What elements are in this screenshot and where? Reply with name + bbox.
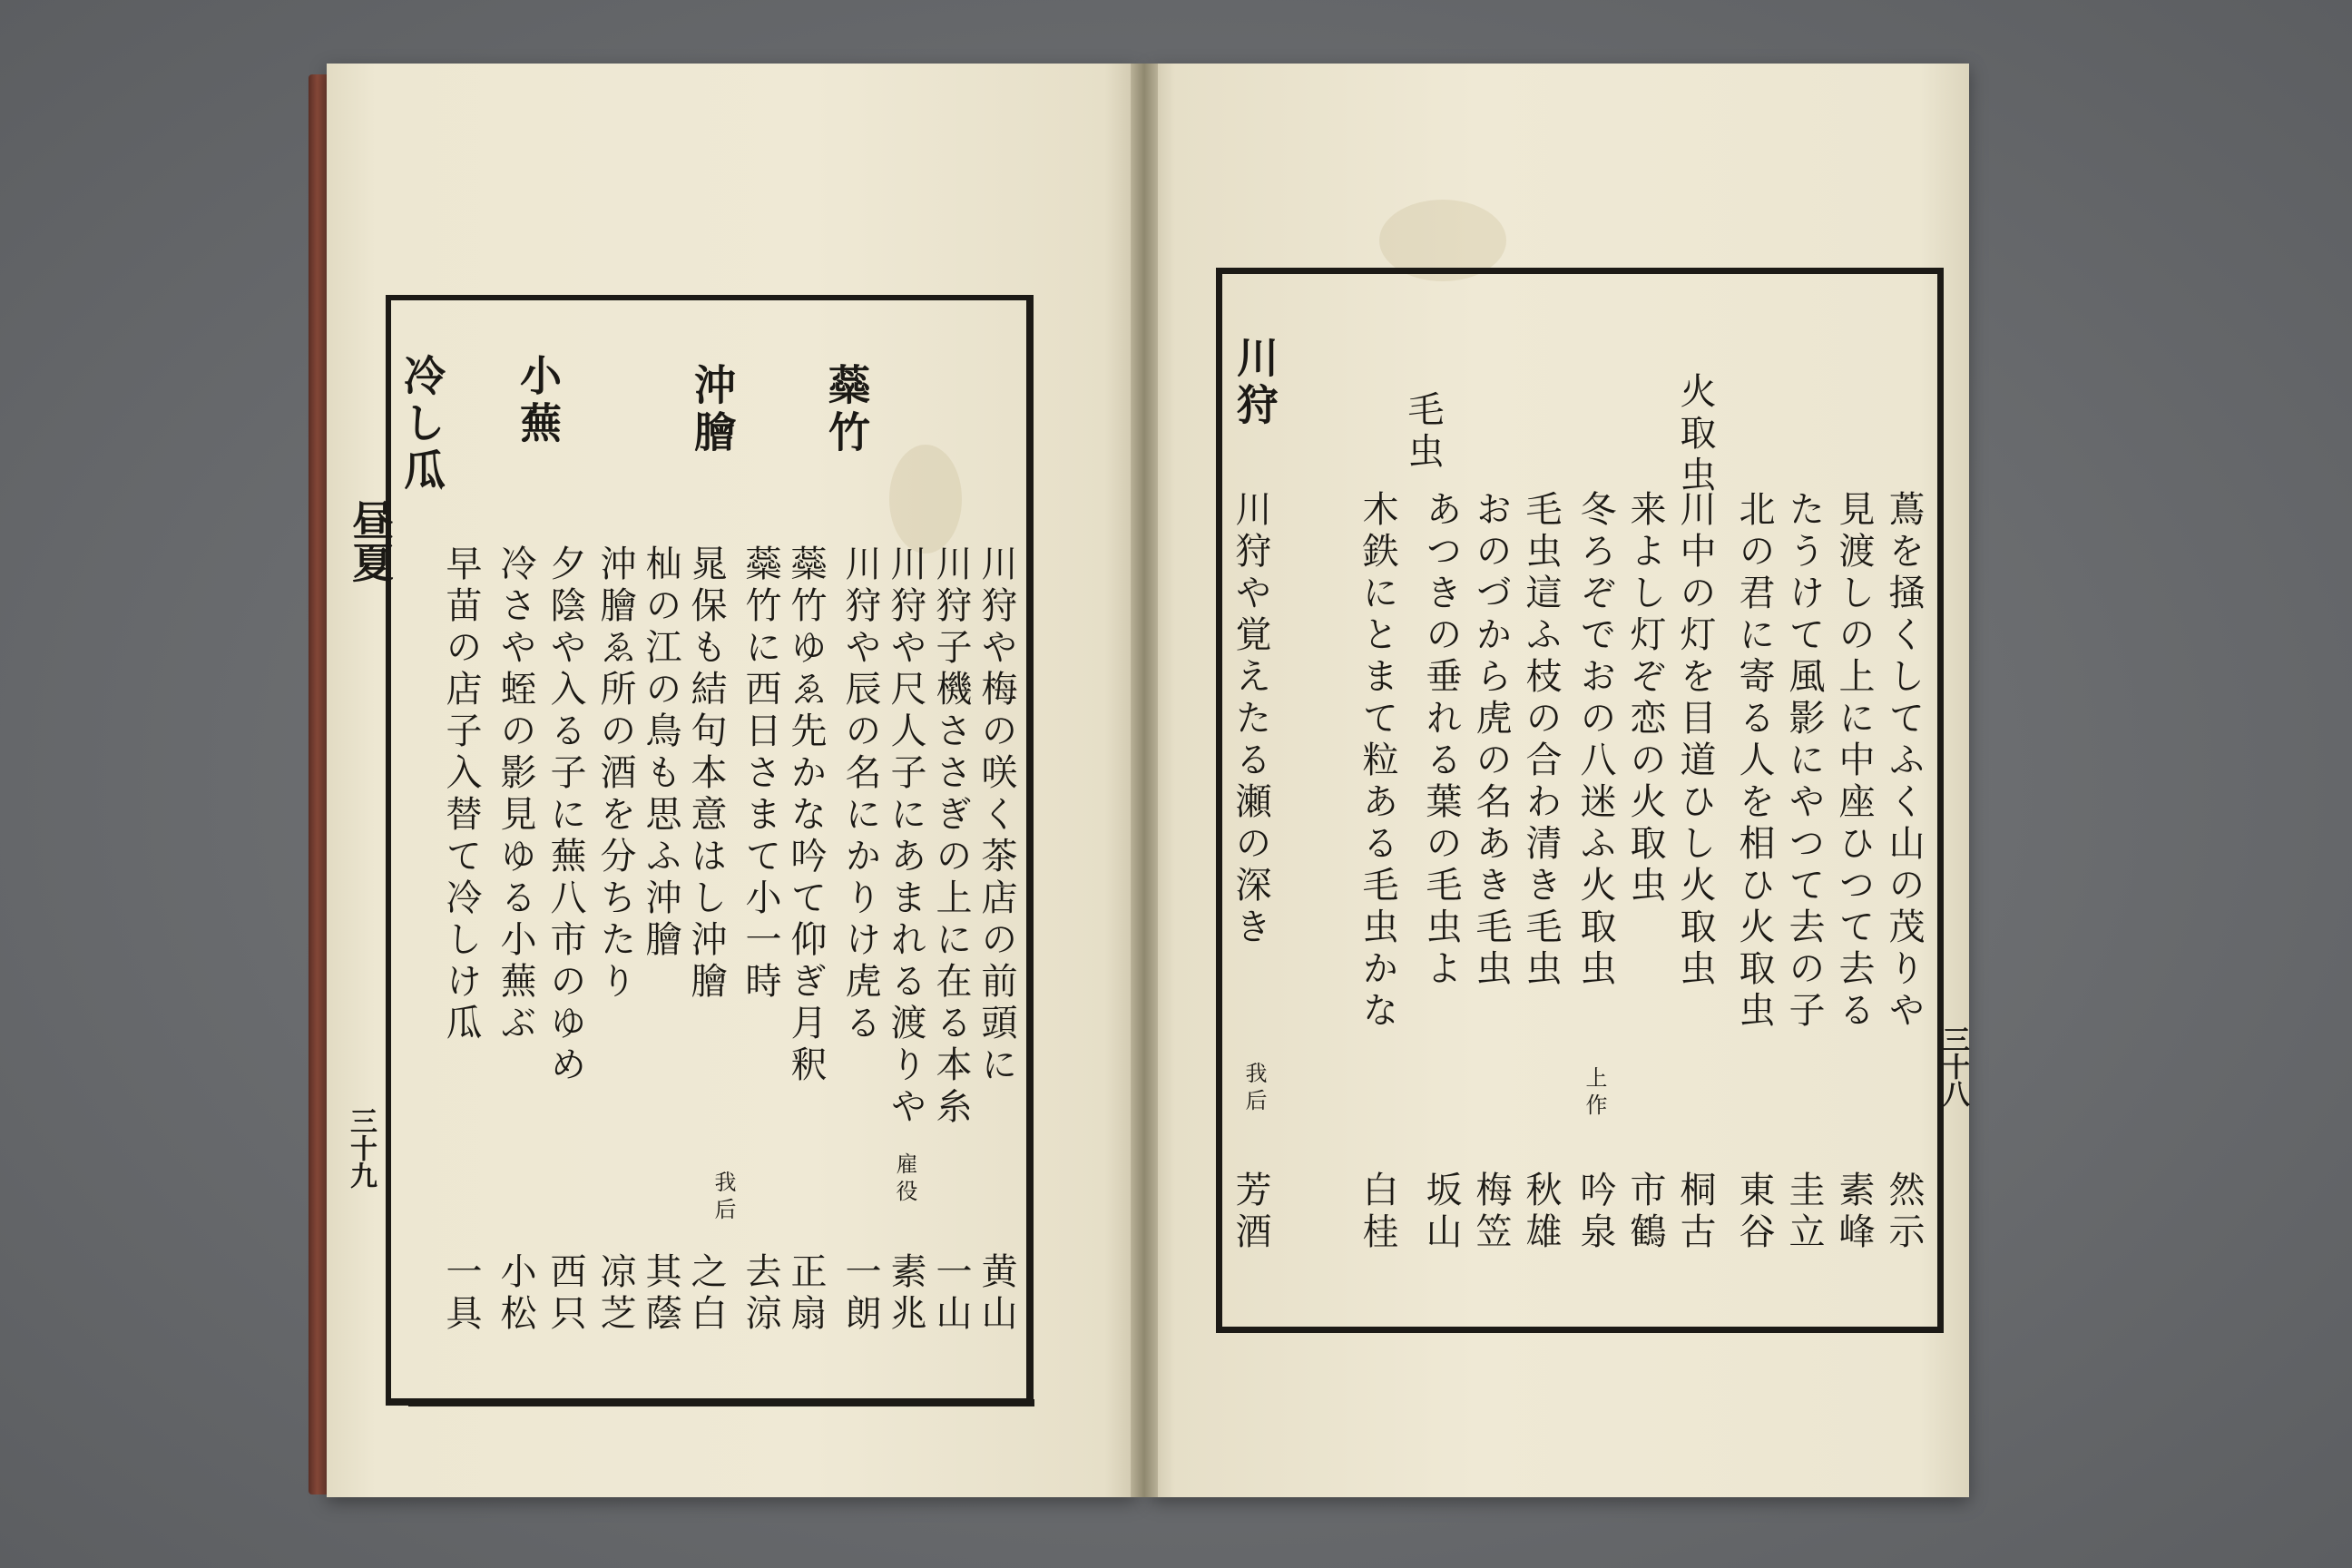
verse-text: 川狩や覚えたる瀬の深き [1230, 490, 1271, 949]
verse-author: 坂山 [1420, 1171, 1462, 1254]
verse-author: 素峰 [1833, 1171, 1875, 1254]
verse-text: 川狩や尺人子にあまれる渡りや [885, 544, 926, 1129]
verse-author: 黄山 [975, 1252, 1017, 1336]
verse-author: 圭立 [1783, 1171, 1825, 1254]
verse-author: 然示 [1883, 1171, 1925, 1254]
left-bottom-rule [408, 1399, 1034, 1406]
verse-text: 毛虫這ふ枝の合わ清き毛虫 [1520, 490, 1562, 991]
open-book [309, 64, 1969, 1515]
verse-text: あつきの垂れる葉の毛虫よ [1420, 490, 1462, 991]
verse-text: 北の君に寄る人を相ひ火取虫 [1733, 490, 1775, 1033]
verse-signature: 我后 [710, 1171, 736, 1225]
verse-text: 蔦を掻くしてふく山の茂りや [1883, 490, 1925, 1033]
book-gutter [1131, 64, 1158, 1497]
verse-text: 川狩や辰の名にかりけ虎る [839, 544, 881, 1045]
verse-author: 西只 [544, 1252, 586, 1336]
verse-text: 早苗の店子入替て冷しけ瓜 [440, 544, 482, 1045]
heading-kokabu: 小蕪 [514, 354, 563, 448]
verse-text: 晁保も結句本意はし沖膾 [685, 544, 727, 1004]
verse-author: 桐古 [1674, 1171, 1716, 1254]
verse-author: 小松 [495, 1252, 536, 1336]
verse-author: 凉芝 [594, 1252, 636, 1336]
heading-kawagari: 川狩 [1230, 336, 1279, 430]
verse-author: 吟泉 [1574, 1171, 1616, 1254]
left-page-number: 三十九 [345, 1107, 377, 1189]
verse-text: おのづから虎の名あき毛虫 [1470, 490, 1512, 991]
verse-author: 芳酒 [1230, 1171, 1271, 1254]
verse-author: 市鶴 [1624, 1171, 1666, 1254]
verse-text: 川狩子機ささぎの上に在る本糸 [930, 544, 972, 1129]
verse-author: 正扇 [785, 1252, 827, 1336]
verse-author: 去涼 [740, 1252, 781, 1336]
verse-author: 白桂 [1357, 1171, 1398, 1254]
verse-text: 蘂竹に西日さまて小一時 [740, 544, 781, 1004]
verse-author: 其蔭 [640, 1252, 681, 1336]
verse-text: 川狩や梅の咲く茶店の前頭に [975, 544, 1017, 1087]
heading-hiyashi-uri: 冷し瓜 [397, 354, 446, 495]
verse-text: 冬ろぞでおの八迷ふ火取虫 [1574, 490, 1616, 991]
verse-text: 川中の灯を目道ひし火取虫 [1674, 490, 1716, 991]
verse-text: 杣の江の鳥も思ふ沖膾 [640, 544, 681, 962]
verse-text: 木鉄にとまて粒ある毛虫かな [1357, 490, 1398, 1033]
verse-signature: 上作 [1582, 1066, 1607, 1121]
heading-okinamasu: 沖膾 [688, 363, 737, 457]
verse-author: 秋雄 [1520, 1171, 1562, 1254]
verse-text: 蘂竹ゆゑ先かな吟て仰ぎ月釈 [785, 544, 827, 1087]
verse-text: 夕陰や入る子に蕪八市のゆめ [544, 544, 586, 1087]
verse-author: 梅笠 [1470, 1171, 1512, 1254]
verse-signature: 我后 [1241, 1062, 1267, 1116]
verse-text: 見渡しの上に中座ひつて去る [1833, 490, 1875, 1033]
verse-author: 之白 [685, 1252, 727, 1336]
verse-text: 来よし灯ぞ恋の火取虫 [1624, 490, 1666, 907]
verse-author: 一朗 [839, 1252, 881, 1336]
right-page-number: 三十八 [1937, 1025, 1969, 1107]
heading-kemushi: 毛虫 [1402, 390, 1444, 474]
heading-hitorimushi: 火取虫 [1674, 372, 1716, 497]
verse-text: 沖膾ゑ所の酒を分ちたり [594, 544, 636, 1004]
verse-author: 東谷 [1733, 1171, 1775, 1254]
verse-text: たうけて風影にやつて去の子 [1783, 490, 1825, 1033]
verse-author: 素兆 [885, 1252, 926, 1336]
verse-author: 一具 [440, 1252, 482, 1336]
verse-author: 一山 [930, 1252, 972, 1336]
left-margin-label: 昼夏 [346, 499, 395, 583]
heading-hasutake: 蘂竹 [822, 363, 871, 457]
verse-text: 冷さや蛭の影見ゆる小蕪ぶ [495, 544, 536, 1045]
verse-signature: 雇役 [892, 1152, 917, 1207]
